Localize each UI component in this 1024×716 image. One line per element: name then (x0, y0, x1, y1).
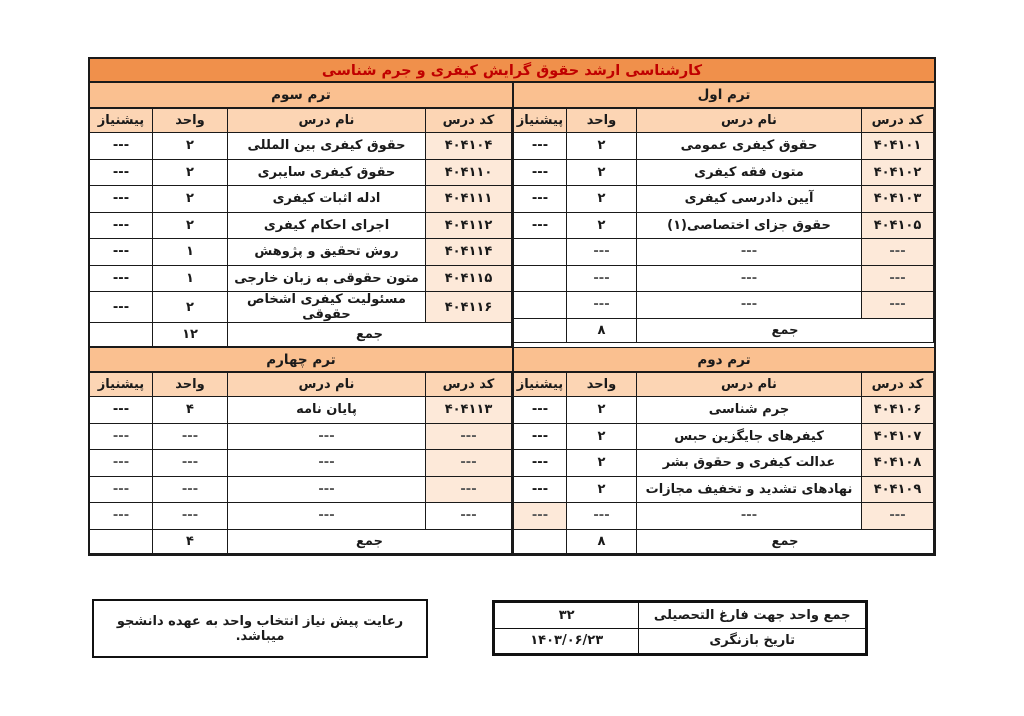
course-code-cell: ۴۰۴۱۱۰ (426, 159, 512, 186)
col-header-name: نام درس (228, 373, 426, 397)
empty-course-row (514, 239, 934, 266)
course-prereq-cell: --- (90, 292, 153, 323)
course-units-cell: --- (567, 265, 637, 292)
course-units-cell: ۱ (153, 239, 228, 266)
course-code-cell: ۴۰۴۱۰۵ (862, 212, 934, 239)
course-units-cell: ۲ (567, 450, 637, 477)
course-row (90, 159, 512, 186)
course-name-cell: کیفرهای جایگزین حبس (637, 423, 862, 450)
course-units-cell: --- (567, 503, 637, 530)
course-name-cell: آیین دادرسی کیفری (637, 186, 862, 213)
total-prereq-cell (90, 529, 153, 553)
course-name-cell: --- (637, 503, 862, 530)
course-prereq-cell: --- (90, 423, 153, 450)
total-prereq-cell (514, 529, 567, 553)
col-header-units: واحد (153, 373, 228, 397)
term4-table (89, 372, 512, 554)
course-prereq-cell: --- (90, 212, 153, 239)
course-name-cell: حقوق کیفری عمومی (637, 133, 862, 160)
course-name-cell: عدالت کیفری و حقوق بشر (637, 450, 862, 477)
total-row (514, 529, 934, 553)
prerequisite-note: رعایت پیش نیاز انتخاب واحد به عهده دانشجو میباشد. (92, 599, 428, 658)
empty-course-row (514, 292, 934, 319)
course-prereq-cell: --- (514, 476, 567, 503)
course-prereq-cell: --- (90, 186, 153, 213)
empty-course-row (90, 503, 512, 530)
header-row (514, 373, 934, 397)
empty-course-row (90, 476, 512, 503)
course-row (514, 397, 934, 424)
summary-row (495, 628, 866, 654)
col-header-units: واحد (567, 109, 637, 133)
total-label-cell: جمع (637, 529, 934, 553)
course-name-cell: جرم شناسی (637, 397, 862, 424)
col-header-code: کد درس (862, 109, 934, 133)
course-units-cell: --- (153, 476, 228, 503)
term1-header: ترم اول (514, 83, 934, 108)
course-name-cell: حقوق جزای اختصاصی(۱) (637, 212, 862, 239)
term4-header: ترم چهارم (90, 347, 512, 372)
course-code-cell: ۴۰۴۱۱۶ (426, 292, 512, 323)
section-terms-1-3 (90, 83, 934, 347)
header-row (90, 109, 512, 133)
course-name-cell: --- (228, 450, 426, 477)
empty-course-row (90, 423, 512, 450)
course-name-cell: --- (228, 423, 426, 450)
summary-label: تاریخ بازنگری (639, 628, 866, 654)
course-prereq-cell (514, 292, 567, 319)
course-name-cell: متون فقه کیفری (637, 159, 862, 186)
course-name-cell: --- (637, 292, 862, 319)
course-code-cell: ۴۰۴۱۰۱ (862, 133, 934, 160)
course-units-cell: --- (153, 423, 228, 450)
course-code-cell: ۴۰۴۱۱۳ (426, 397, 512, 424)
course-code-cell: --- (862, 292, 934, 319)
course-code-cell: ۴۰۴۱۰۶ (862, 397, 934, 424)
course-row (514, 450, 934, 477)
course-units-cell: ۲ (153, 212, 228, 239)
course-code-cell: ۴۰۴۱۱۵ (426, 265, 512, 292)
course-name-cell: --- (228, 503, 426, 530)
course-code-cell: --- (862, 265, 934, 292)
summary-value: ۳۲ (495, 603, 639, 629)
course-row (514, 423, 934, 450)
course-units-cell: --- (567, 239, 637, 266)
total-label-cell: جمع (637, 318, 934, 342)
total-prereq-cell (90, 323, 153, 347)
course-name-cell: --- (637, 239, 862, 266)
course-units-cell: ۲ (153, 186, 228, 213)
empty-course-row (514, 503, 934, 530)
course-units-cell: --- (567, 292, 637, 319)
term3-table (89, 108, 512, 347)
course-name-cell: --- (228, 476, 426, 503)
course-code-cell: ۴۰۴۱۰۲ (862, 159, 934, 186)
course-name-cell: حقوق کیفری سایبری (228, 159, 426, 186)
course-prereq-cell: --- (90, 503, 153, 530)
course-code-cell: ۴۰۴۱۱۱ (426, 186, 512, 213)
total-label-cell: جمع (228, 323, 512, 347)
course-name-cell: پایان نامه (228, 397, 426, 424)
page-title: کارشناسی ارشد حقوق گرایش کیفری و جرم شناسی (90, 59, 934, 83)
total-units-cell: ۸ (567, 529, 637, 553)
col-header-units: واحد (153, 109, 228, 133)
summary-value: ۱۴۰۳/۰۶/۲۳ (495, 628, 639, 654)
course-row (90, 397, 512, 424)
course-prereq-cell: --- (90, 476, 153, 503)
course-row (90, 239, 512, 266)
term3-panel (90, 83, 512, 347)
total-label-cell: جمع (228, 529, 512, 553)
header-row (90, 373, 512, 397)
course-units-cell: ۲ (567, 476, 637, 503)
summary-table (492, 600, 868, 656)
course-units-cell: ۲ (567, 159, 637, 186)
course-prereq-cell: --- (514, 212, 567, 239)
course-row (90, 265, 512, 292)
course-name-cell: ادله اثبات کیفری (228, 186, 426, 213)
course-name-cell: مسئولیت کیفری اشخاص حقوقی (228, 292, 426, 323)
course-code-cell: --- (862, 239, 934, 266)
course-prereq-cell (514, 265, 567, 292)
course-row (514, 212, 934, 239)
course-name-cell: اجرای احکام کیفری (228, 212, 426, 239)
total-row (90, 323, 512, 347)
term4-panel (90, 347, 512, 554)
course-prereq-cell (514, 239, 567, 266)
course-prereq-cell: --- (90, 133, 153, 160)
term1-table (513, 108, 934, 343)
course-units-cell: --- (153, 503, 228, 530)
term1-panel (512, 83, 934, 347)
course-name-cell: --- (637, 265, 862, 292)
course-code-cell: --- (862, 503, 934, 530)
course-prereq-cell: --- (90, 239, 153, 266)
course-code-cell: ۴۰۴۱۰۴ (426, 133, 512, 160)
course-units-cell: ۲ (567, 133, 637, 160)
col-header-name: نام درس (637, 373, 862, 397)
total-prereq-cell (514, 318, 567, 342)
total-units-cell: ۱۲ (153, 323, 228, 347)
course-row (90, 292, 512, 323)
course-code-cell: --- (426, 503, 512, 530)
course-name-cell: روش تحقیق و پژوهش (228, 239, 426, 266)
course-code-cell: ۴۰۴۱۱۲ (426, 212, 512, 239)
course-prereq-cell: --- (90, 397, 153, 424)
course-row (90, 133, 512, 160)
course-name-cell: نهادهای تشدید و تخفیف مجازات (637, 476, 862, 503)
course-code-cell: ۴۰۴۱۰۳ (862, 186, 934, 213)
summary-row (495, 603, 866, 629)
course-prereq-cell: --- (514, 397, 567, 424)
col-header-name: نام درس (228, 109, 426, 133)
total-units-cell: ۴ (153, 529, 228, 553)
course-code-cell: ۴۰۴۱۰۹ (862, 476, 934, 503)
col-header-prereq: پیشنیاز (514, 109, 567, 133)
summary-label: جمع واحد جهت فارغ التحصیلی (639, 603, 866, 629)
course-code-cell: --- (426, 476, 512, 503)
col-header-code: کد درس (426, 109, 512, 133)
term2-panel (512, 347, 934, 554)
course-prereq-cell: --- (514, 450, 567, 477)
course-units-cell: ۲ (153, 292, 228, 323)
course-units-cell: ۲ (153, 159, 228, 186)
course-units-cell: ۲ (567, 186, 637, 213)
col-header-code: کد درس (426, 373, 512, 397)
term2-header: ترم دوم (514, 347, 934, 372)
course-code-cell: --- (426, 423, 512, 450)
total-row (90, 529, 512, 553)
course-row (514, 476, 934, 503)
course-prereq-cell: --- (514, 423, 567, 450)
term2-table (513, 372, 934, 554)
course-row (90, 186, 512, 213)
empty-course-row (514, 265, 934, 292)
total-units-cell: ۸ (567, 318, 637, 342)
course-units-cell: --- (153, 450, 228, 477)
col-header-code: کد درس (862, 373, 934, 397)
course-units-cell: ۲ (567, 397, 637, 424)
course-prereq-cell: --- (514, 186, 567, 213)
course-units-cell: ۱ (153, 265, 228, 292)
course-prereq-cell: --- (90, 159, 153, 186)
empty-course-row (90, 450, 512, 477)
course-row (514, 186, 934, 213)
course-prereq-cell: --- (90, 450, 153, 477)
course-name-cell: حقوق کیفری بین المللی (228, 133, 426, 160)
col-header-prereq: پیشنیاز (90, 109, 153, 133)
header-row (514, 109, 934, 133)
course-code-cell: --- (426, 450, 512, 477)
col-header-units: واحد (567, 373, 637, 397)
col-header-prereq: پیشنیاز (90, 373, 153, 397)
course-prereq-cell: --- (90, 265, 153, 292)
total-row (514, 318, 934, 342)
course-code-cell: ۴۰۴۱۰۷ (862, 423, 934, 450)
course-code-cell: ۴۰۴۱۱۴ (426, 239, 512, 266)
curriculum-table (88, 57, 936, 556)
course-name-cell: متون حقوقی به زبان خارجی (228, 265, 426, 292)
term3-header: ترم سوم (90, 83, 512, 108)
course-units-cell: ۲ (567, 212, 637, 239)
course-prereq-cell: --- (514, 159, 567, 186)
course-prereq-cell: --- (514, 503, 567, 530)
course-units-cell: ۲ (567, 423, 637, 450)
course-code-cell: ۴۰۴۱۰۸ (862, 450, 934, 477)
course-units-cell: ۴ (153, 397, 228, 424)
course-prereq-cell: --- (514, 133, 567, 160)
course-row (514, 159, 934, 186)
course-row (514, 133, 934, 160)
col-header-name: نام درس (637, 109, 862, 133)
course-row (90, 212, 512, 239)
col-header-prereq: پیشنیاز (514, 373, 567, 397)
section-terms-2-4 (90, 347, 934, 554)
course-units-cell: ۲ (153, 133, 228, 160)
